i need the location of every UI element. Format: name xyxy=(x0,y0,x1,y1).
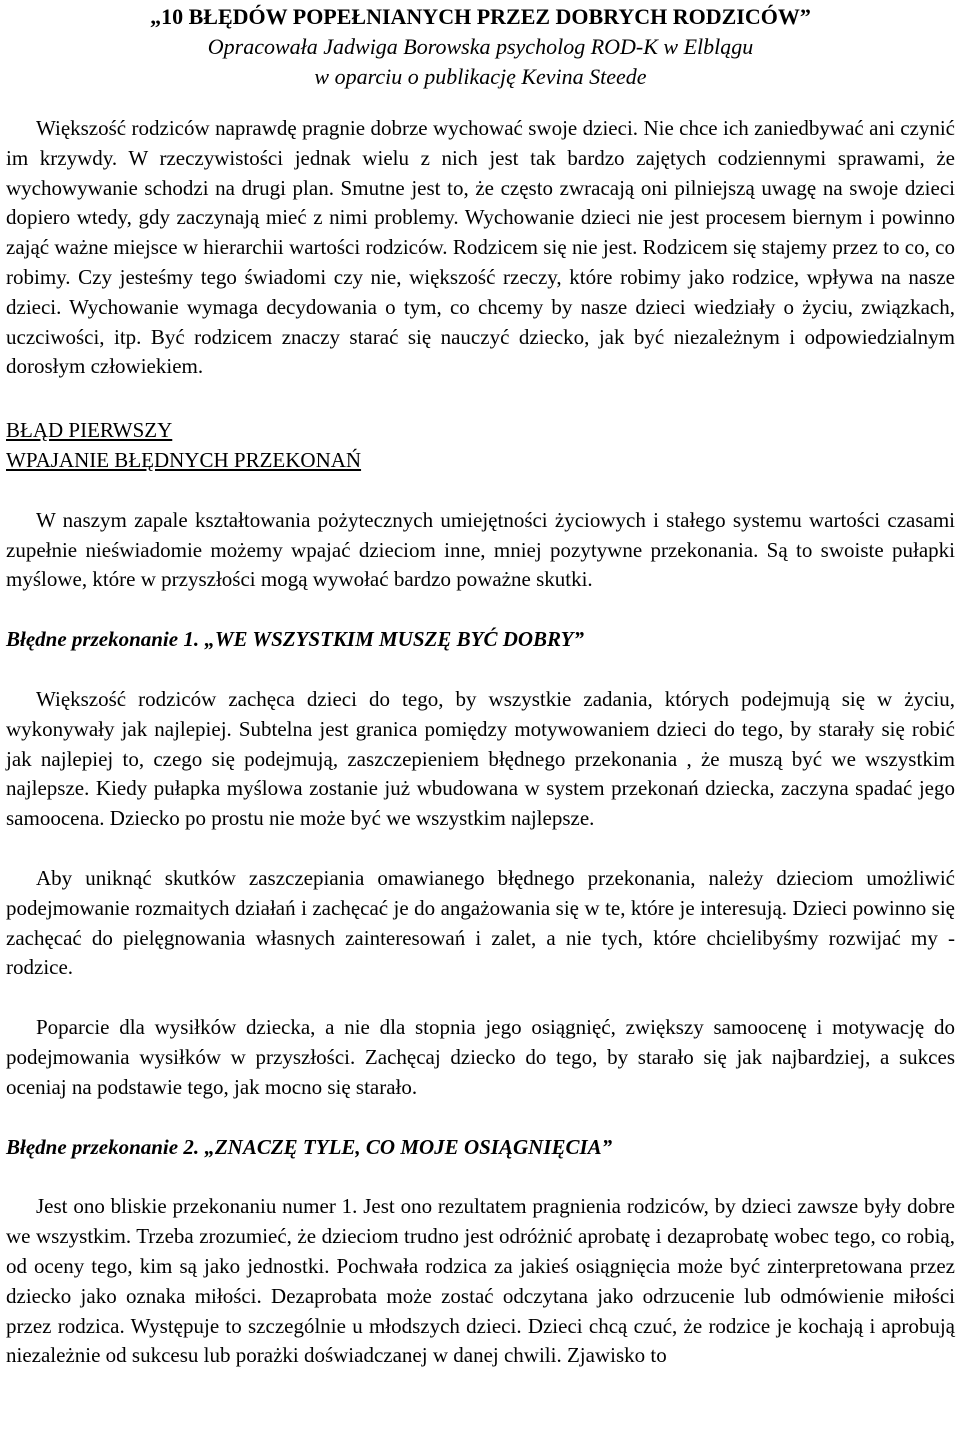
section-title: WPAJANIE BŁĘDNYCH PRZEKONAŃ xyxy=(6,447,362,472)
section-number: BŁĄD PIERWSZY xyxy=(6,418,173,443)
document-title: „10 BŁĘDÓW POPEŁNIANYCH PRZEZ DOBRYCH RODZICÓW” xyxy=(150,4,811,29)
source-line: w oparciu o publikację Kevina Steede xyxy=(314,64,647,89)
belief1-paragraph: Poparcie dla wysiłków dziecka, a nie dla stopnia jego osiągnięć, zwiększy samoocenę i motywację do podejmowania wysiłków w przyszłości. Zachęcaj dziecko do tego, by starało się jak najbardziej, a sukces oceniaj na podstawie tego, jak mocno się starało. xyxy=(6,1015,955,1099)
belief2-paragraph: Jest ono bliskie przekonaniu numer 1. Jest ono rezultatem pragnienia rodziców, by dzieci zawsze były dobre we wszystkim. Trzeba zrozumieć, że dzieciom trudno jest odróżnić aprobatę i dezaprobatę wobec tego, co robią, od oceny tego, kim są jako jednostki. Pochwała rodzica za jakieś osiągnięcia może być zinterpretowana przez dziecko jako oznaka miłości. Dezaprobata może zostać odczytana jako odrzucenie lub odmówienie miłości przez rodzica. Występuje to szczególnie u młodszych dzieci. Dzieci chcą czuć, że rodzice je kochają i aprobują niezależnie od sukcesu lub porażki doświadczanej w danej chwili. Zjawisko to xyxy=(6,1194,955,1368)
document-page xyxy=(0,2,960,1454)
belief-heading-1: Błędne przekonanie 1. „WE WSZYSTKIM MUSZĘ BYĆ DOBRY” xyxy=(6,627,584,652)
section-paragraph: W naszym zapale kształtowania pożytecznych umiejętności życiowych i stałego systemu wartości czasami zupełnie nieświadomie możemy wpajać dzieciom inne, mniej pozytywne przekonania. Są to swoiste pułapki myślowe, które w przyszłości mogą wywołać bardzo poważne skutki. xyxy=(6,507,955,592)
document-header xyxy=(6,2,955,92)
belief1-paragraph: Większość rodziców zachęca dzieci do tego, by wszystkie zadania, których podejmują się w życiu, wykonywały jak najlepiej. Subtelna jest granica pomiędzy motywowaniem dzieci do tego, by starały się robić jak najlepiej to, czego się podejmują, zaszczepieniem błędnego przekonania , że muszą być we wszystkim najlepsze. Kiedy pułapka myślowa zostanie już wbudowana w system przekonań dziecka, zaczyna spadać jego samoocena. Dziecko po prostu nie może być we wszystkim najlepsze. xyxy=(6,686,955,831)
section-heading xyxy=(6,416,955,476)
intro-paragraph: Większość rodziców naprawdę pragnie dobrze wychować swoje dzieci. Nie chce ich zaniedbywać ani czynić im krzywdy. W rzeczywistości jednak wielu z nich jest tak bardzo zajętych codziennymi sprawami, że wychowywanie schodzi na drugi plan. Smutne jest to, że często zwracają oni pilniejszą uwagę na swoje dzieci dopiero wtedy, gdy zaczynają mieć z nimi problemy. Wychowanie dzieci nie jest procesem biernym i powinno zająć ważne miejsce w hierarchii wartości rodziców. Rodzicem się nie jest. Rodzicem się stajemy przez to co, co robimy. Czy jesteśmy tego świadomi czy nie, większość rzeczy, które robimy jako rodzice, wpływa na nasze dzieci. Wychowanie wymaga decydowania o tym, co chcemy by nasze dzieci wiedziały o życiu, związkach, uczciwości, itp. Być rodzicem znaczy starać się nauczyć dziecko, jak być niezależnym i odpowiedzialnym dorosłym człowiekiem. xyxy=(6,116,955,379)
belief1-paragraph: Aby uniknąć skutków zaszczepiania omawianego błędnego przekonania, należy dzieciom umożliwić podejmowanie rozmaitych działań i zachęcać je do angażowania się w te, które je interesują. Dzieci powinno się zachęcać do pielęgnowania własnych zainteresowań i zalet, a nie tych, które chcielibyśmy rozwijać my - rodzice. xyxy=(6,865,955,980)
belief-heading-2: Błędne przekonanie 2. „ZNACZĘ TYLE, CO MOJE OSIĄGNIĘCIA” xyxy=(6,1134,613,1159)
author-line: Opracowała Jadwiga Borowska psycholog ROD-K w Elblągu xyxy=(207,34,754,59)
